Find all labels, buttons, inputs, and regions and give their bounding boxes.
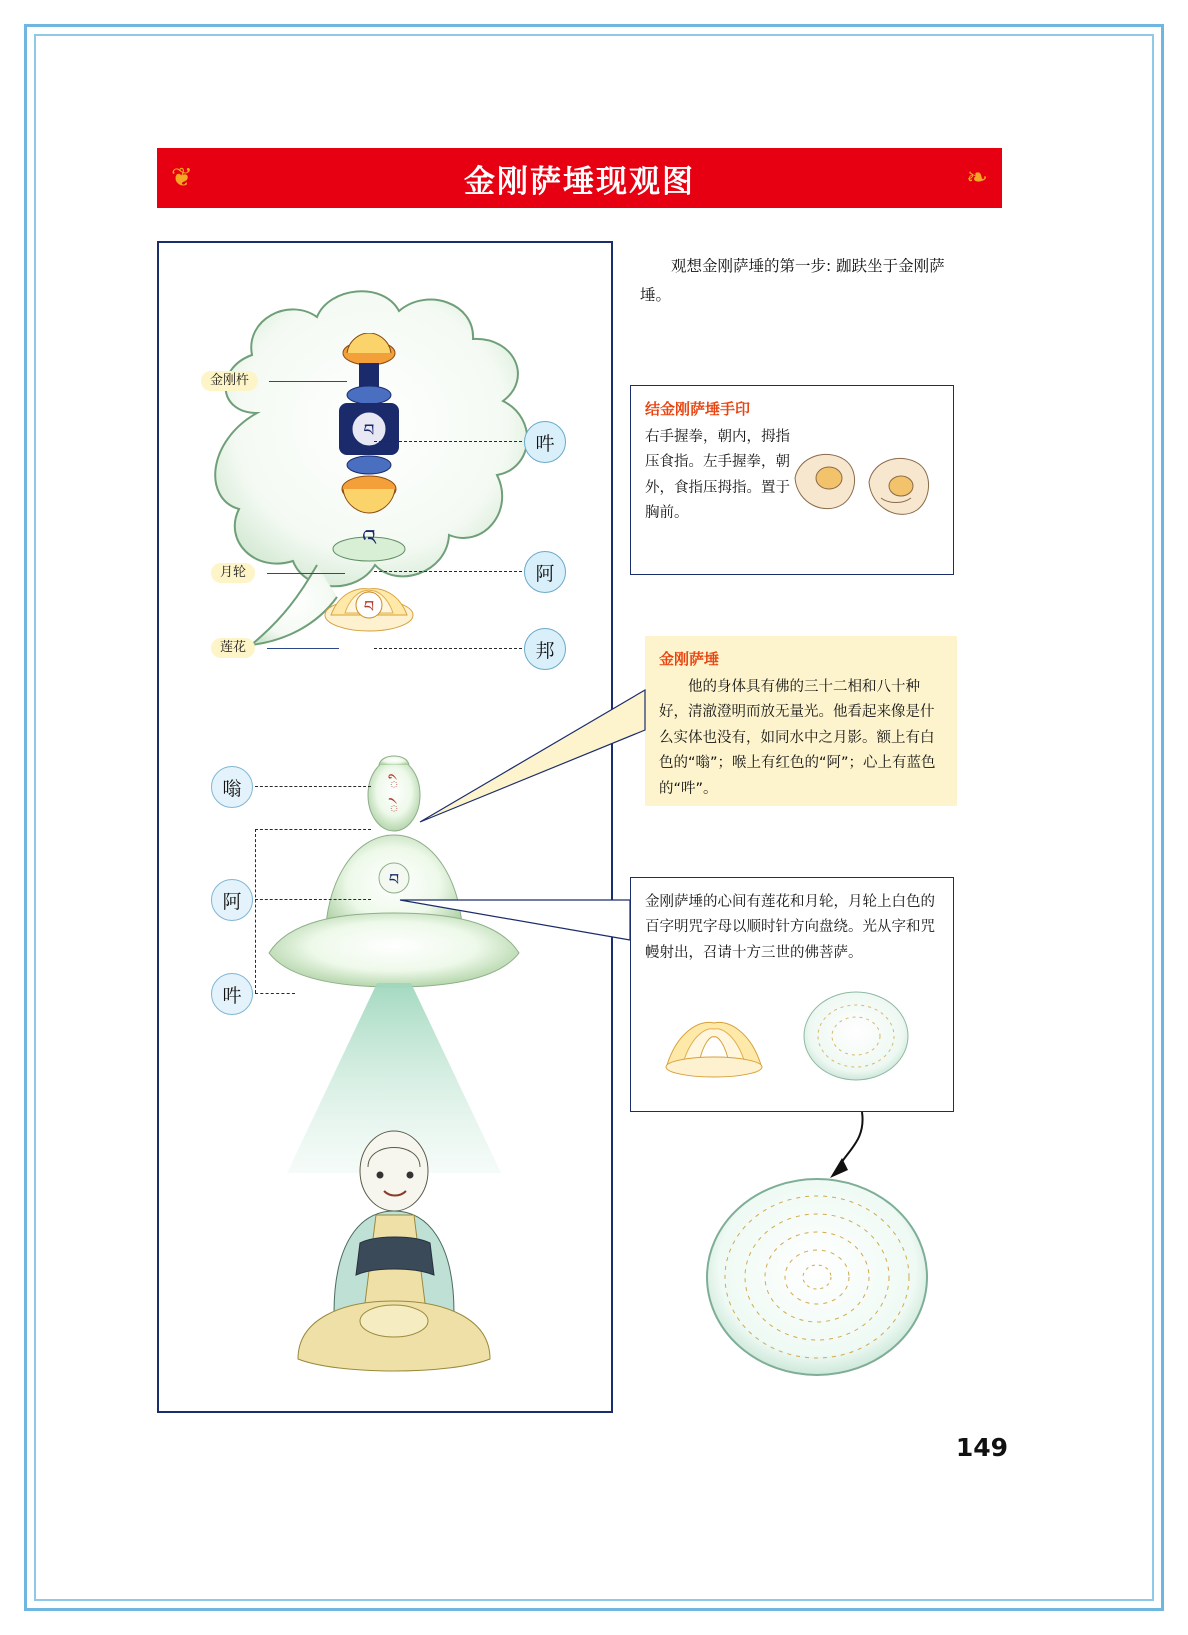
lotus-icon — [659, 1003, 769, 1083]
leader-line-vajra — [269, 381, 347, 382]
svg-text:བ: བ — [363, 597, 375, 616]
seated-practitioner-figure — [264, 1123, 524, 1388]
vajrasattva-figure — [229, 753, 559, 1013]
svg-text:བ: བ — [388, 870, 400, 889]
syllable-hum-body: 吽 — [211, 973, 253, 1015]
page-number: 149 — [955, 1433, 1008, 1462]
svg-text:ི: ི — [389, 776, 399, 795]
syllable-bang-upper: 邦 — [524, 628, 566, 670]
svg-text:ེ: ེ — [389, 800, 399, 819]
intro-paragraph — [640, 252, 970, 309]
label-lotus: 莲花 — [211, 638, 255, 658]
connector-hum — [374, 441, 522, 442]
mudra-panel — [630, 385, 954, 575]
intro-text: 观想金刚萨埵的第一步: 跏趺坐于金刚萨埵。 — [640, 257, 945, 304]
svg-text:བ: བ — [363, 421, 375, 441]
page-title: 金刚萨埵现观图 — [464, 163, 695, 200]
syllable-a-upper: 阿 — [524, 551, 566, 593]
connector-bang — [374, 648, 522, 649]
vajrasattva-panel — [645, 636, 957, 806]
svg-text:འ: འ — [362, 526, 376, 551]
stacked-symbols — [309, 333, 429, 643]
syllable-om-body: 嗡 — [211, 766, 253, 808]
syllable-hum-upper: 吽 — [524, 421, 566, 463]
mantra-disc-large — [700, 1175, 935, 1380]
ornament-right-icon: ❧ — [966, 163, 988, 193]
heart-panel-body: 金刚萨埵的心间有莲花和月轮，月轮上白色的百字明咒字母以顺时针方向盘绕。光从字和咒幔射出，召请十方三世的佛菩萨。 — [645, 894, 935, 961]
moon-disc-icon — [799, 986, 914, 1086]
ornament-left-icon: ❦ — [171, 163, 193, 193]
syllable-a-body: 阿 — [211, 879, 253, 921]
page-title-banner — [157, 148, 1002, 208]
leader-line-lotus — [267, 648, 339, 649]
vajrasattva-panel-body: 他的身体具有佛的三十二相和八十种好，清澈澄明而放无量光。他看起来像是什么实体也没有，如同水中之月影。额上有白色的“嗡”；喉上有红色的“阿”；心上有蓝色的“吽”。 — [659, 679, 936, 797]
vajrasattva-panel-title: 金刚萨埵 — [659, 650, 720, 668]
label-moon-disc: 月轮 — [211, 563, 255, 583]
connector-a — [374, 571, 522, 572]
leader-line-moon — [267, 573, 345, 574]
label-vajra: 金刚杵 — [201, 371, 258, 391]
heart-panel — [630, 877, 954, 1112]
mudra-panel-body: 右手握拳，朝内，拇指压食指。左手握拳，朝外，食指压拇指。置于胸前。 — [645, 429, 790, 522]
connector-bracket — [255, 829, 256, 993]
connector-mid-body — [255, 829, 371, 830]
connector-om-body — [255, 786, 371, 787]
mudra-panel-title: 结金刚萨埵手印 — [645, 400, 751, 418]
connector-a-body — [255, 899, 371, 900]
main-illustration — [157, 241, 613, 1413]
mudra-hands-illustration — [785, 438, 945, 528]
